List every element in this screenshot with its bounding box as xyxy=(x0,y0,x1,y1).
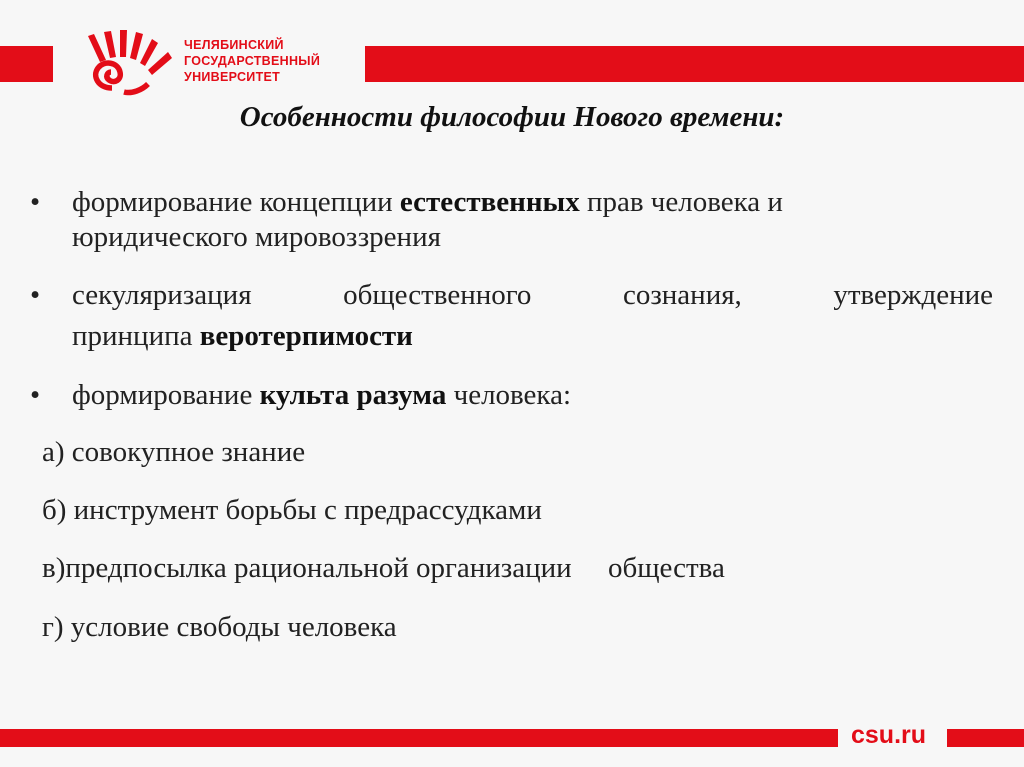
university-name-line: ГОСУДАРСТВЕННЫЙ xyxy=(184,54,321,68)
sub-item-b: б) инструмент борьбы с предрассудками xyxy=(42,494,542,526)
sub-item-d: г) условие свободы человека xyxy=(42,611,397,643)
item3-line xyxy=(72,379,571,412)
university-name xyxy=(184,37,320,85)
header-bar-right xyxy=(365,46,1024,82)
sub-item-c: в)предпосылка рациональной организации общества xyxy=(42,552,725,584)
item3-bold-term: культа разума xyxy=(259,379,447,411)
item2-word: утверждение xyxy=(833,279,993,311)
university-name-line: УНИВЕРСИТЕТ xyxy=(184,70,281,84)
header-bar-left xyxy=(0,46,53,82)
slide-title: Особенности философии Нового времени: xyxy=(239,101,785,133)
item3-text: человека: xyxy=(446,379,572,411)
item1-bold-term: естественных xyxy=(399,186,580,218)
item2-line1 xyxy=(72,279,993,312)
bullet-icon: • xyxy=(30,186,41,218)
item2-line2 xyxy=(72,320,413,353)
university-logo-icon xyxy=(80,30,180,98)
item2-word: сознания, xyxy=(622,279,742,311)
sub-item-a: а) совокупное знание xyxy=(42,436,306,468)
item1-text: формирование концепции xyxy=(72,186,400,218)
item2-word: секуляризация xyxy=(72,279,252,311)
item1-line2: юридического мировоззрения xyxy=(72,221,441,253)
item1-text: прав человека и xyxy=(579,186,783,218)
item3-text: формирование xyxy=(72,379,260,411)
footer-bar-right xyxy=(947,729,1024,747)
item1-line1 xyxy=(72,186,783,219)
item2-text: принципа xyxy=(72,320,200,352)
bullet-icon: • xyxy=(30,379,41,411)
footer-site-link[interactable]: csu.ru xyxy=(851,721,927,749)
item2-word: общественного xyxy=(343,279,532,311)
university-name-line: ЧЕЛЯБИНСКИЙ xyxy=(184,38,284,52)
bullet-icon: • xyxy=(30,279,41,311)
footer-bar-left xyxy=(0,729,838,747)
item2-bold-term: веротерпимости xyxy=(199,320,413,352)
